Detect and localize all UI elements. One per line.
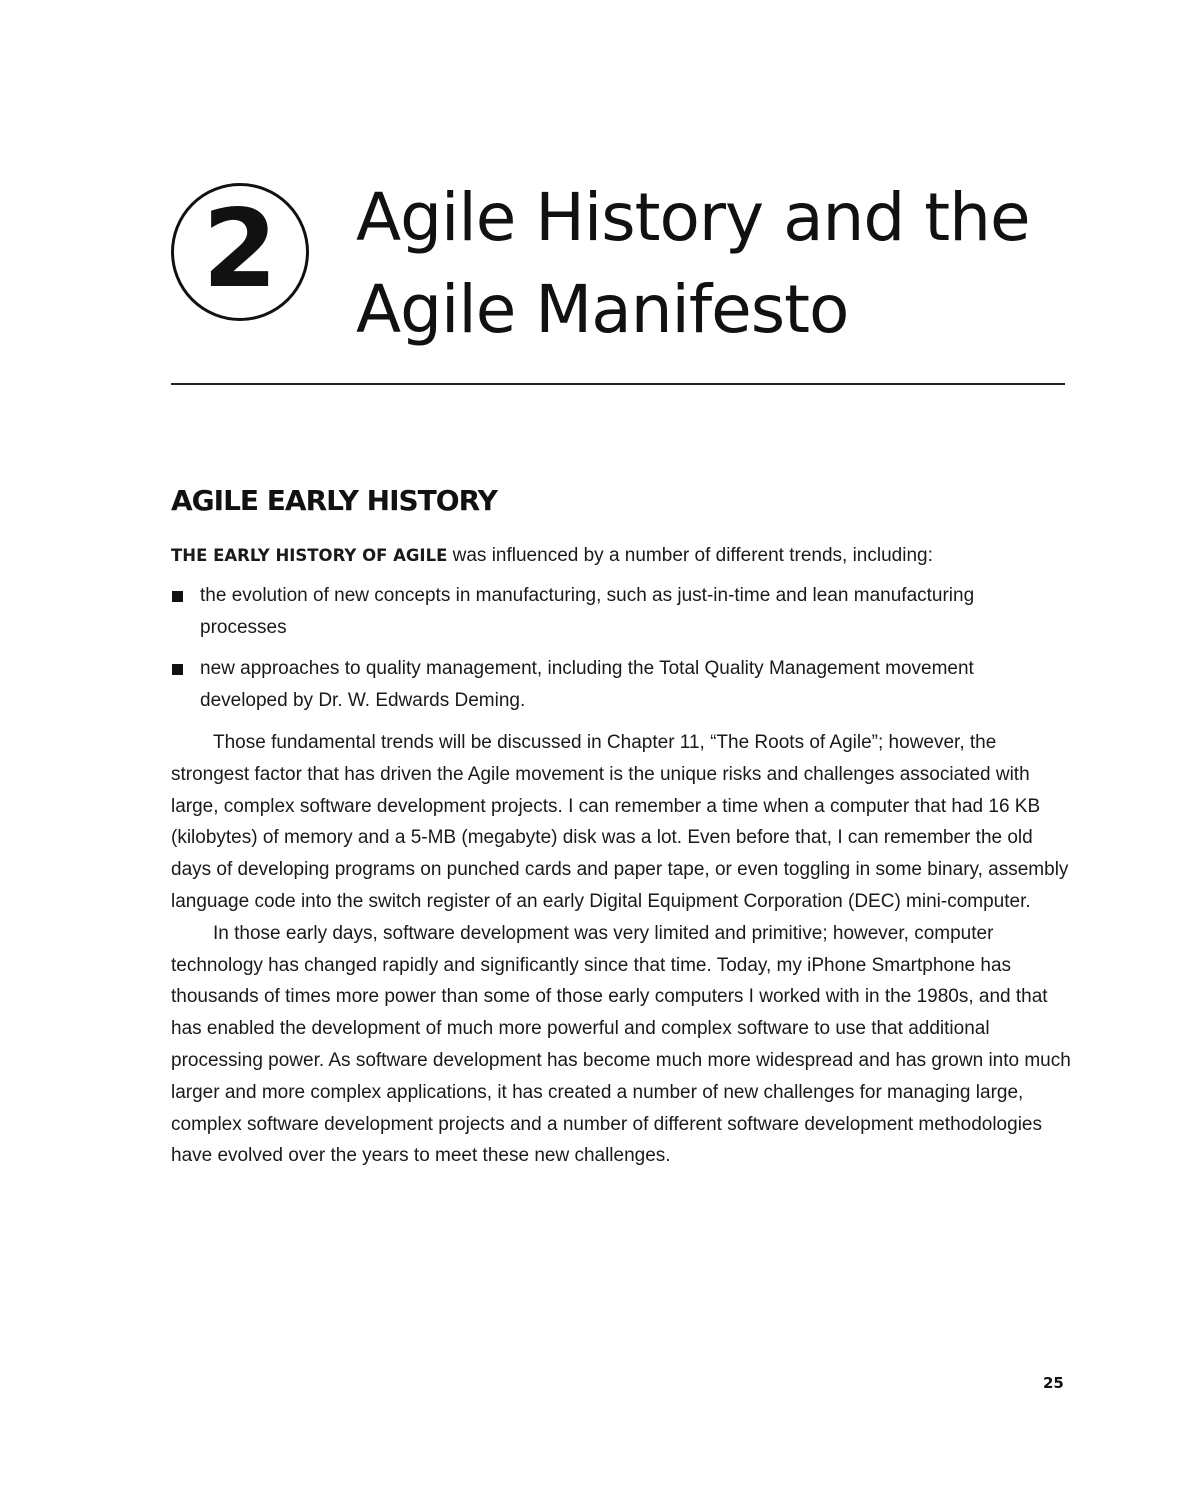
chapter-title-line-1: Agile History and the — [356, 179, 1030, 256]
list-item — [171, 580, 1015, 644]
chapter-header — [0, 0, 1200, 400]
title-divider — [171, 383, 1065, 385]
body-text — [171, 540, 1071, 1172]
list-item — [171, 653, 1015, 717]
chapter-title — [356, 172, 1076, 356]
chapter-title-line-2: Agile Manifesto — [356, 271, 849, 348]
chapter-number-badge — [171, 183, 309, 321]
chapter-number: 2 — [202, 187, 278, 312]
intro-text: was influenced by a number of different trends, including: — [447, 545, 933, 566]
page-number: 25 — [1043, 1374, 1064, 1392]
intro-paragraph — [171, 540, 1071, 572]
list-item-text: the evolution of new concepts in manufacturing, such as just-in-time and lean manufacturing processes — [200, 584, 975, 638]
intro-lead-in: THE EARLY HISTORY OF AGILE — [171, 546, 448, 565]
square-bullet-icon — [172, 664, 183, 675]
body-paragraph: Those fundamental trends will be discussed in Chapter 11, “The Roots of Agile”; however, the strongest factor that has driven the Agile movement is the unique risks and challenges associated with large, complex software development projects. I can remember a time when a computer that had 16 KB (kilobytes) of memory and a 5-MB (megabyte) disk was a lot. Even before that, I can remember the old days of developing programs on punched cards and paper tape, or even toggling in some binary, assembly language code into the switch register of an early Digital Equipment Corporation (DEC) mini-computer. — [171, 731, 1069, 912]
trends-list — [171, 580, 1071, 717]
section-heading: AGILE EARLY HISTORY — [171, 484, 497, 517]
list-item-text: new approaches to quality management, including the Total Quality Management movement developed by Dr. W. Edwards Deming. — [200, 658, 974, 712]
square-bullet-icon — [172, 591, 183, 602]
body-paragraph: In those early days, software development was very limited and primitive; however, computer technology has changed rapidly and significantly since that time. Today, my iPhone Smartphone has thousands of times more power than some of those early computers I worked with in the 1980s, and that has enabled the development of much more powerful and complex software to use that additional processing power. As software development has become much more widespread and has grown into much larger and more complex applications, it has created a number of new challenges for managing large, complex software development projects and a number of different software development methodologies have evolved over the years to meet these new challenges. — [171, 922, 1071, 1167]
